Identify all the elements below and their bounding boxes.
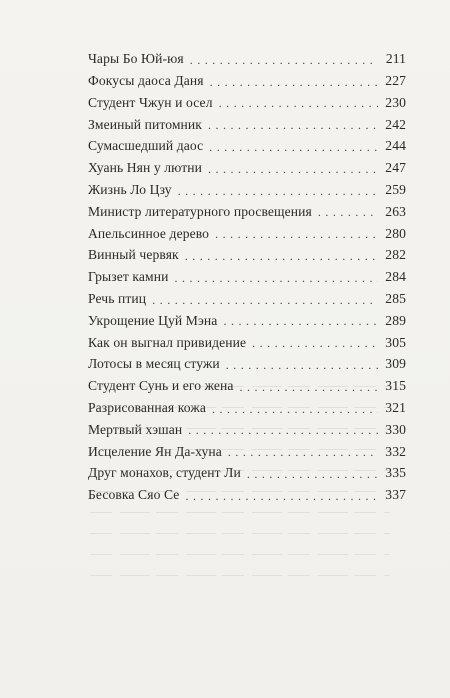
toc-entry: [88, 175, 406, 197]
dot-leader: [209, 141, 378, 153]
dot-leader: [247, 468, 378, 480]
toc-entry-title: Винный червяк: [88, 247, 179, 263]
toc-entry-page: 230: [385, 94, 406, 110]
toc-entry-title: Апельсинное дерево: [88, 225, 210, 241]
toc-entry: [88, 88, 406, 110]
dot-leader: [208, 163, 378, 175]
toc-entry-page: 332: [385, 443, 406, 459]
toc-entry-title: Министр литературного просвещения: [88, 203, 312, 219]
toc-entry-page: 282: [385, 247, 406, 263]
toc-entry-title: Лотосы в месяц стужи: [88, 356, 220, 372]
toc-entry: [88, 371, 406, 393]
toc-entry-page: 280: [385, 225, 406, 241]
toc-entry: [88, 415, 406, 437]
dot-leader: [215, 228, 378, 240]
toc-entry-page: 263: [385, 203, 406, 219]
dot-leader: [219, 97, 378, 109]
toc-entry-title: Речь птиц: [88, 290, 147, 306]
toc-entry-title: Студент Сунь и его жена: [88, 378, 234, 394]
toc-entry-page: 211: [385, 51, 406, 67]
toc-entry-title: Хуань Нян у лютни: [88, 160, 203, 176]
toc-entry-page: 244: [385, 138, 406, 154]
toc-entry-title: Как он выгнал привидение: [88, 334, 247, 350]
toc-entry-title: Мертвый хэшан: [88, 421, 183, 437]
dot-leader: [212, 403, 378, 415]
toc-entry-page: 259: [385, 181, 406, 197]
toc-entry-page: 247: [385, 160, 406, 176]
toc-entry: [88, 197, 406, 219]
toc-entry-title: Грызет камни: [88, 269, 169, 285]
dot-leader: [178, 185, 378, 197]
toc-entry-title: Сумасшедший даос: [88, 138, 204, 154]
toc-entry: [88, 327, 406, 349]
toc-entry-title: Бесовка Сяо Се: [88, 487, 180, 503]
toc-entry-page: 330: [385, 421, 406, 437]
dot-leader: [185, 250, 378, 262]
toc-entry: [88, 240, 406, 262]
toc-entry-title: Змеиный питомник: [88, 116, 203, 132]
dot-leader: [210, 76, 378, 88]
toc-entry: [88, 66, 406, 88]
toc-entry-title: Фокусы даоса Даня: [88, 73, 204, 88]
toc-entry: [88, 262, 406, 284]
toc-entry-page: 289: [385, 312, 406, 328]
dot-leader: [174, 272, 378, 284]
toc-entry-page: 284: [385, 269, 406, 285]
toc-entry: [88, 436, 406, 458]
toc-entry-page: 285: [385, 290, 406, 306]
toc-entry-title: Исцеление Ян Да-хуна: [88, 443, 222, 459]
toc-entry-title: Укрощение Цуй Мэна: [88, 312, 218, 328]
toc-entry-page: 309: [385, 356, 406, 372]
toc-entry-page: 315: [385, 378, 406, 394]
dot-leader: [240, 381, 378, 393]
toc-entry-page: 305: [385, 334, 406, 350]
toc-entry-title: Чары Бо Юй-юя: [88, 51, 184, 67]
toc-entry-title: Студент Чжун и осел: [88, 94, 213, 110]
toc-entry: [88, 306, 406, 328]
table-of-contents: [88, 44, 406, 502]
toc-entry: [88, 284, 406, 306]
dot-leader: [152, 294, 378, 306]
toc-entry: [88, 44, 406, 66]
toc-entry-page: 337: [385, 487, 406, 503]
toc-entry-title: Разрисованная кожа: [88, 399, 206, 415]
toc-entry: [88, 393, 406, 415]
dot-leader: [190, 54, 378, 66]
toc-entry-title: Друг монахов, студент Ли: [88, 465, 241, 481]
dot-leader: [185, 490, 378, 502]
toc-entry-page: 335: [385, 465, 406, 481]
toc-entry: [88, 153, 406, 175]
toc-entry-page: 227: [385, 73, 406, 88]
dot-leader: [223, 315, 378, 327]
toc-entry: [88, 109, 406, 131]
dot-leader: [228, 446, 378, 458]
toc-entry-page: 321: [385, 399, 406, 415]
toc-entry: [88, 458, 406, 480]
toc-entry: [88, 218, 406, 240]
dot-leader: [208, 119, 378, 131]
toc-entry-page: 242: [385, 116, 406, 132]
toc-entry: [88, 349, 406, 371]
toc-entry: [88, 480, 406, 502]
toc-entry-title: Жизнь Ло Цзу: [88, 181, 172, 197]
dot-leader: [252, 337, 378, 349]
toc-entry: [88, 131, 406, 153]
dot-leader: [188, 424, 378, 436]
dot-leader: [226, 359, 378, 371]
dot-leader: [318, 206, 378, 218]
